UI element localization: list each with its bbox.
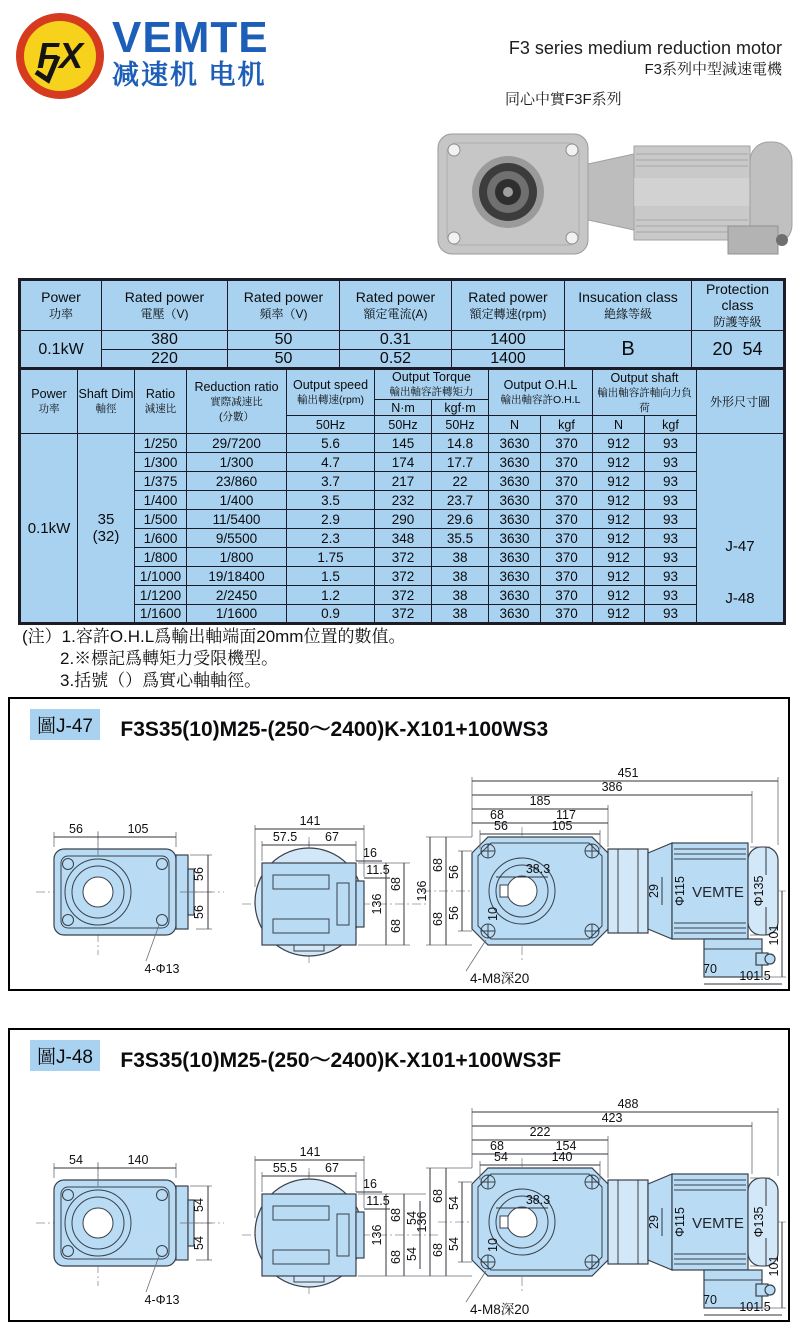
- cell: 1/800: [187, 548, 287, 567]
- th2-power: Power 功率: [20, 369, 78, 434]
- cell: 1/1600: [135, 605, 187, 624]
- cell: 17.7: [432, 453, 489, 472]
- svg-text:68: 68: [490, 1139, 504, 1153]
- cell: 3630: [489, 605, 541, 624]
- svg-text:68: 68: [431, 1189, 445, 1203]
- th2-ohl-n: N: [489, 416, 541, 434]
- svg-text:68: 68: [431, 912, 445, 926]
- svg-text:54: 54: [447, 1237, 461, 1251]
- cell: 370: [541, 510, 593, 529]
- cell: 220: [102, 350, 228, 370]
- cell: 1400: [452, 350, 565, 370]
- cell: 3.5: [287, 491, 375, 510]
- cell: 370: [541, 605, 593, 624]
- svg-text:136: 136: [415, 1211, 429, 1233]
- table-row: [20, 331, 785, 350]
- svg-text:117: 117: [556, 808, 576, 822]
- svg-text:10: 10: [486, 907, 500, 921]
- cell: 1/250: [135, 434, 187, 453]
- svg-text:141: 141: [299, 1145, 321, 1159]
- note-line-2: 2.※標記爲轉矩力受限機型。: [60, 649, 279, 668]
- th2-nm: N·m: [375, 400, 432, 416]
- svg-text:488: 488: [617, 1097, 639, 1111]
- svg-text:67: 67: [325, 830, 339, 844]
- cell: 372: [375, 548, 432, 567]
- cell: 3630: [489, 548, 541, 567]
- table1-header-row: [20, 280, 785, 331]
- svg-text:136: 136: [370, 1224, 384, 1246]
- th-insulation: Insucation class 絶緣等級: [565, 280, 692, 331]
- svg-text:56: 56: [494, 819, 508, 833]
- cell: 3630: [489, 567, 541, 586]
- th2-kgfm-50hz: 50Hz: [432, 416, 489, 434]
- cell-power: 0.1kW: [20, 331, 102, 370]
- cell: 1/1600: [187, 605, 287, 624]
- cell: 2/2450: [187, 586, 287, 605]
- svg-text:70: 70: [703, 962, 717, 976]
- cell: 38: [432, 548, 489, 567]
- svg-text:185: 185: [529, 794, 551, 808]
- cell: 1/400: [135, 491, 187, 510]
- svg-text:57.5: 57.5: [272, 830, 298, 844]
- cell: 1.75: [287, 548, 375, 567]
- svg-text:54: 54: [405, 1247, 419, 1261]
- th2-speed: Output speed 輸出轉速(rpm): [287, 369, 375, 416]
- cell: 3630: [489, 510, 541, 529]
- svg-text:10: 10: [486, 1238, 500, 1252]
- svg-text:16: 16: [363, 1177, 377, 1191]
- th-current: Rated power 額定電流(A): [340, 280, 452, 331]
- svg-text:4-M8深20: 4-M8深20: [470, 971, 530, 986]
- svg-text:141: 141: [299, 814, 321, 828]
- svg-text:4-Φ13: 4-Φ13: [144, 962, 180, 976]
- series-subtitle: 同心中實F3F系列: [505, 91, 622, 108]
- cell: 93: [645, 472, 697, 491]
- th2-reduction: Reduction ratio 實際减速比 (分數）: [187, 369, 287, 434]
- figure-box-j48: [8, 1028, 790, 1322]
- technical-drawing-j48: [10, 1068, 788, 1318]
- svg-text:54: 54: [405, 1211, 419, 1225]
- th2-shaft: Shaft Dim 軸徑: [78, 369, 135, 434]
- figure-ref-j47: J-47: [725, 538, 755, 555]
- cell: 912: [593, 548, 645, 567]
- cell: 93: [645, 510, 697, 529]
- svg-text:423: 423: [601, 1111, 623, 1125]
- table-row: [20, 548, 785, 567]
- cell: 217: [375, 472, 432, 491]
- cell: 912: [593, 529, 645, 548]
- cell: 38: [432, 586, 489, 605]
- cell: 93: [645, 491, 697, 510]
- cell: 2.9: [287, 510, 375, 529]
- cell: 0.9: [287, 605, 375, 624]
- svg-text:68: 68: [431, 858, 445, 872]
- cell: 372: [375, 586, 432, 605]
- svg-text:Φ115: Φ115: [673, 876, 687, 906]
- svg-text:38.3: 38.3: [525, 1193, 551, 1207]
- cell: 3630: [489, 472, 541, 491]
- cell: 14.8: [432, 434, 489, 453]
- svg-text:56: 56: [192, 905, 206, 919]
- th2-axial-kgf: kgf: [645, 416, 697, 434]
- svg-text:29: 29: [647, 1215, 661, 1229]
- svg-text:386: 386: [601, 780, 623, 794]
- cell: 370: [541, 529, 593, 548]
- cell: 3630: [489, 529, 541, 548]
- svg-text:136: 136: [370, 893, 384, 915]
- cell: 0.52: [340, 350, 452, 370]
- table-row: [20, 529, 785, 548]
- cell: 370: [541, 453, 593, 472]
- cell: 912: [593, 605, 645, 624]
- svg-text:101: 101: [767, 924, 781, 946]
- cell: 1.2: [287, 586, 375, 605]
- cell: 93: [645, 605, 697, 624]
- svg-text:68: 68: [389, 1208, 403, 1222]
- cell: 145: [375, 434, 432, 453]
- figure-title-j47: F3S35(10)M25-(250～2400)K-X101+100WS3: [120, 717, 549, 741]
- cell: 38: [432, 567, 489, 586]
- cell: 38: [432, 605, 489, 624]
- cell: 370: [541, 434, 593, 453]
- th2-axial-n: N: [593, 416, 645, 434]
- th2-dim-figure: 外形尺寸圖: [697, 369, 785, 434]
- cell: 93: [645, 434, 697, 453]
- brand-block: [112, 13, 269, 90]
- svg-text:4-M8深20: 4-M8深20: [470, 1302, 530, 1317]
- svg-text:101.5: 101.5: [739, 1300, 771, 1314]
- svg-text:11.5: 11.5: [366, 863, 390, 877]
- cell-figure-refs: [697, 434, 785, 624]
- cell: 912: [593, 453, 645, 472]
- cell: 1/1200: [135, 586, 187, 605]
- svg-text:VEMTE: VEMTE: [692, 884, 744, 901]
- cell: 380: [102, 331, 228, 350]
- th2-kgfm: kgf·m: [432, 400, 489, 416]
- cell: 912: [593, 491, 645, 510]
- svg-text:4-Φ13: 4-Φ13: [144, 1293, 180, 1307]
- th-protection: Protection class 防護等級: [692, 280, 785, 331]
- cell: 348: [375, 529, 432, 548]
- svg-text:105: 105: [551, 819, 573, 833]
- svg-text:140: 140: [127, 1153, 149, 1167]
- cell: 372: [375, 605, 432, 624]
- svg-text:54: 54: [447, 1196, 461, 1210]
- cell: 370: [541, 491, 593, 510]
- cell: 370: [541, 567, 593, 586]
- cell: 93: [645, 567, 697, 586]
- cell: 1/300: [187, 453, 287, 472]
- svg-text:68: 68: [389, 919, 403, 933]
- cell: 3630: [489, 453, 541, 472]
- cell: 912: [593, 567, 645, 586]
- cell: 370: [541, 472, 593, 491]
- cell: 5.6: [287, 434, 375, 453]
- cell: 0.31: [340, 331, 452, 350]
- svg-text:54: 54: [192, 1198, 206, 1212]
- cell: 370: [541, 548, 593, 567]
- figure-box-j47: [8, 697, 790, 991]
- cell: 174: [375, 453, 432, 472]
- cell: 1400: [452, 331, 565, 350]
- cell: 93: [645, 453, 697, 472]
- cell: 1/300: [135, 453, 187, 472]
- page-title-en: F3 series medium reduction motor: [508, 38, 782, 58]
- logo: [14, 10, 106, 107]
- svg-text:68: 68: [431, 1243, 445, 1257]
- cell: 29.6: [432, 510, 489, 529]
- cell-insulation: B: [565, 331, 692, 370]
- cell: 912: [593, 510, 645, 529]
- cell: 50: [228, 331, 340, 350]
- cell: 3630: [489, 586, 541, 605]
- svg-text:101.5: 101.5: [739, 969, 771, 983]
- svg-text:54: 54: [494, 1150, 508, 1164]
- cell: 1/500: [135, 510, 187, 529]
- cell: 19/18400: [187, 567, 287, 586]
- figure-label-j48: 圖J-48: [30, 1040, 100, 1071]
- svg-text:56: 56: [69, 822, 83, 836]
- cell: 22: [432, 472, 489, 491]
- cell: 93: [645, 548, 697, 567]
- svg-text:56: 56: [192, 867, 206, 881]
- cell: 23.7: [432, 491, 489, 510]
- th-speed: Rated power 額定轉速(rpm): [452, 280, 565, 331]
- technical-drawing-j47: [10, 737, 788, 987]
- cell: 93: [645, 586, 697, 605]
- th2-speed-50hz: 50Hz: [287, 416, 375, 434]
- logo-mark-icon: [14, 10, 106, 102]
- cell: 93: [645, 529, 697, 548]
- cell: 29/7200: [187, 434, 287, 453]
- table-row: [20, 605, 785, 624]
- table-row: [20, 567, 785, 586]
- cell: 35.5: [432, 529, 489, 548]
- table2-header-row1: [20, 369, 785, 400]
- svg-text:68: 68: [389, 1250, 403, 1264]
- svg-text:11.5: 11.5: [366, 1194, 390, 1208]
- svg-text:Φ135: Φ135: [752, 1206, 766, 1238]
- cell: 3630: [489, 434, 541, 453]
- figure-ref-j48: J-48: [725, 590, 755, 607]
- th-voltage: Rated power 電壓（V): [102, 280, 228, 331]
- table-row: [20, 453, 785, 472]
- th2-ratio: Ratio 減速比: [135, 369, 187, 434]
- svg-text:Φ115: Φ115: [673, 1207, 687, 1237]
- cell-protection: 20 54: [692, 331, 785, 370]
- table-row: [20, 472, 785, 491]
- cell: 232: [375, 491, 432, 510]
- cell: 1/600: [135, 529, 187, 548]
- note-line-3: 3.括號（）爲實心軸軸徑。: [60, 671, 262, 690]
- cell: 1/400: [187, 491, 287, 510]
- svg-text:222: 222: [529, 1125, 551, 1139]
- svg-text:55.5: 55.5: [272, 1161, 298, 1175]
- cell: 4.7: [287, 453, 375, 472]
- table-row: [20, 510, 785, 529]
- figure-title-j48: F3S35(10)M25-(250～2400)K-X101+100WS3F: [120, 1048, 562, 1072]
- svg-text:68: 68: [490, 808, 504, 822]
- th-frequency: Rated power 頻率（V): [228, 280, 340, 331]
- brand-subtitle: 减速机 电机: [112, 60, 267, 90]
- cell: 912: [593, 434, 645, 453]
- cell: 912: [593, 472, 645, 491]
- th2-nm-50hz: 50Hz: [375, 416, 432, 434]
- svg-text:FX: FX: [36, 35, 84, 76]
- ratio-spec-table: [18, 367, 786, 625]
- svg-text:154: 154: [555, 1139, 577, 1153]
- svg-text:451: 451: [617, 766, 639, 780]
- rated-power-table: [18, 278, 786, 371]
- notes: [22, 626, 405, 692]
- th2-ohl-kgf: kgf: [541, 416, 593, 434]
- cell: 912: [593, 586, 645, 605]
- svg-text:68: 68: [389, 877, 403, 891]
- note-line-1: (注）1.容許O.H.L爲輸出軸端面20mm位置的數值。: [22, 627, 406, 646]
- table-row: [20, 434, 785, 453]
- cell: 9/5500: [187, 529, 287, 548]
- svg-text:140: 140: [551, 1150, 573, 1164]
- table-row: [20, 586, 785, 605]
- page-title-zh: F3系列中型減速電機: [644, 61, 782, 78]
- svg-text:29: 29: [647, 884, 661, 898]
- cell: 1/1000: [135, 567, 187, 586]
- cell: 11/5400: [187, 510, 287, 529]
- brand-name: VEMTE: [112, 13, 269, 62]
- cell: 3.7: [287, 472, 375, 491]
- svg-text:136: 136: [415, 880, 429, 902]
- cell: 1/800: [135, 548, 187, 567]
- cell: 3630: [489, 491, 541, 510]
- table-row: [20, 491, 785, 510]
- th2-torque: Output Torque 輸出軸容許轉矩力: [375, 369, 489, 400]
- svg-text:56: 56: [447, 865, 461, 879]
- svg-text:54: 54: [192, 1236, 206, 1250]
- figure-label-j47: 圖J-47: [30, 709, 100, 740]
- cell-power: 0.1kW: [20, 434, 78, 624]
- svg-text:38.3: 38.3: [525, 862, 551, 876]
- svg-text:67: 67: [325, 1161, 339, 1175]
- svg-text:VEMTE: VEMTE: [692, 1215, 744, 1232]
- th2-ohl: Output O.H.L 輸出軸容許O.H.L: [489, 369, 593, 416]
- svg-text:70: 70: [703, 1293, 717, 1307]
- svg-text:Φ135: Φ135: [752, 875, 766, 907]
- svg-text:16: 16: [363, 846, 377, 860]
- cell: 1/375: [135, 472, 187, 491]
- svg-text:56: 56: [447, 906, 461, 920]
- cell: 23/860: [187, 472, 287, 491]
- cell: 290: [375, 510, 432, 529]
- cell: 370: [541, 586, 593, 605]
- svg-text:101: 101: [767, 1255, 781, 1277]
- svg-text:54: 54: [69, 1153, 83, 1167]
- cell: 372: [375, 567, 432, 586]
- cell-shaft-dim: 35 (32): [78, 434, 135, 624]
- product-photo: [428, 126, 794, 268]
- th-power: Power 功率: [20, 280, 102, 331]
- cell: 50: [228, 350, 340, 370]
- cell: 2.3: [287, 529, 375, 548]
- svg-text:105: 105: [127, 822, 149, 836]
- cell: 1.5: [287, 567, 375, 586]
- th2-axial: Output shaft 輸出軸容許軸向力負荷: [593, 369, 697, 416]
